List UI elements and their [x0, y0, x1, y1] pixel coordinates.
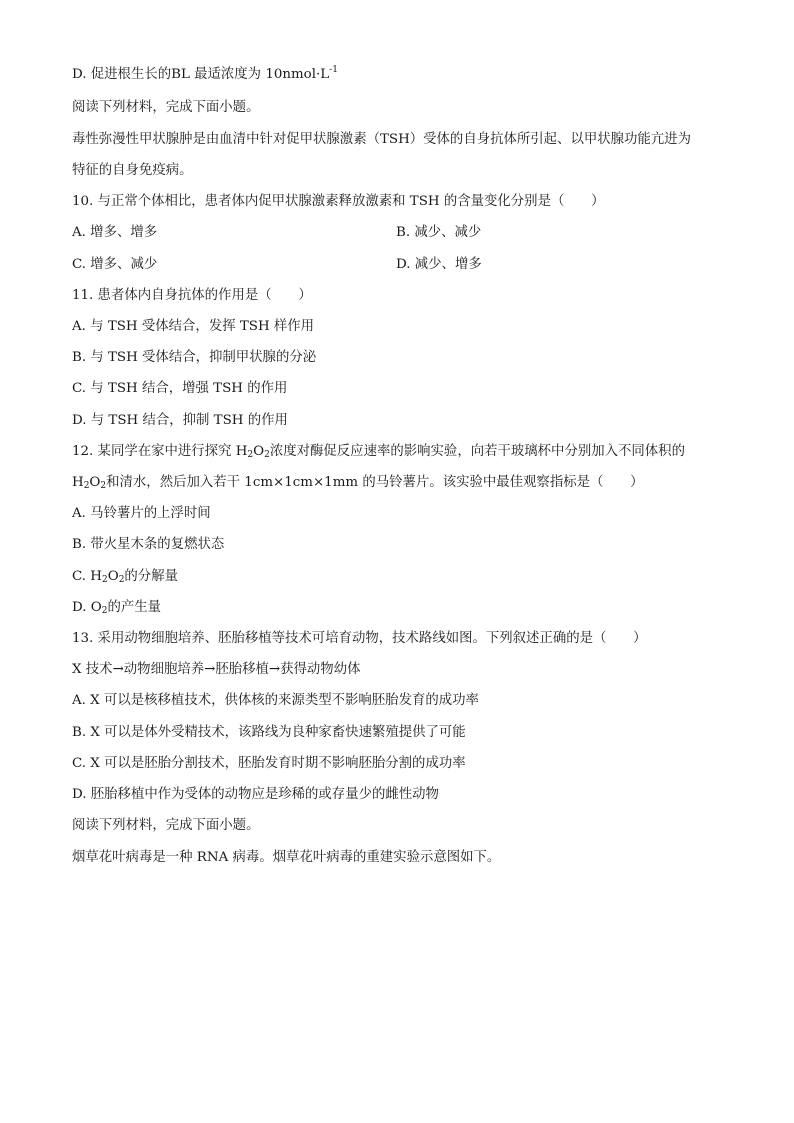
- subscript: 2: [83, 481, 90, 491]
- text: D. 促进根生长的BL 最适浓度为 10nmol·L: [72, 67, 330, 82]
- question-13-stem: 13. 采用动物细胞培养、胚胎移植等技术可培育动物，技术路线如图。下列叙述正确的是（ ）: [72, 631, 647, 646]
- material-1-line-1: 毒性弥漫性甲状腺肿是由血清中针对促甲状腺激素（TSH）受体的自身抗体所引起、以甲状腺功能亢进为: [72, 132, 691, 147]
- question-12-option-b: B. 带火星木条的复燃状态: [72, 537, 225, 552]
- question-13-option-c: C. X 可以是胚胎分割技术，胚胎发育时期不影响胚胎分割的成功率: [72, 756, 466, 771]
- question-11-stem: 11. 患者体内自身抗体的作用是（ ）: [72, 288, 312, 303]
- material-2-line-1: 烟草花叶病毒是一种 RNA 病毒。烟草花叶病毒的重建实验示意图如下。: [72, 850, 501, 865]
- question-13-option-b: B. X 可以是体外受精技术，该路线为良种家畜快速繁殖提供了可能: [72, 725, 466, 740]
- text: 和清水，然后加入若干 1cm×1cm×1mm 的马铃薯片。该实验中最佳观察指标是（ ）: [106, 475, 644, 490]
- reading-instruction-2: 阅读下列材料，完成下面小题。: [72, 818, 260, 833]
- question-13-technology-route: X 技术→动物细胞培养→胚胎移植→获得动物幼体: [72, 662, 361, 677]
- question-10-option-c: C. 增多、减少: [72, 257, 158, 272]
- text: O: [107, 569, 119, 584]
- material-1-line-2: 特征的自身免疫病。: [72, 163, 193, 178]
- question-11-option-c: C. 与 TSH 结合，增强 TSH 的作用: [72, 381, 288, 396]
- reading-instruction-1: 阅读下列材料，完成下面小题。: [72, 100, 260, 115]
- subscript: 2: [247, 450, 254, 460]
- question-10-option-d: D. 减少、增多: [396, 257, 482, 272]
- subscript: 2: [101, 606, 108, 616]
- question-10-option-b: B. 减少、减少: [396, 225, 482, 240]
- q9-option-d: [72, 66, 338, 84]
- text: O: [253, 444, 265, 459]
- question-11-option-b: B. 与 TSH 受体结合，抑制甲状腺的分泌: [72, 350, 317, 365]
- question-12-stem-line-1: [72, 443, 685, 461]
- text: 的产生量: [107, 600, 162, 615]
- question-12-option-d: [72, 599, 161, 617]
- question-13-option-a: A. X 可以是核移植技术，供体核的来源类型不影响胚胎发育的成功率: [72, 693, 479, 708]
- question-12-stem-line-2: [72, 474, 644, 492]
- subscript: 2: [118, 575, 125, 585]
- subscript: 2: [100, 481, 107, 491]
- question-10-stem: 10. 与正常个体相比，患者体内促甲状腺激素释放激素和 TSH 的含量变化分别是（ ）: [72, 194, 605, 209]
- question-10-option-a: A. 增多、增多: [72, 225, 158, 240]
- text: 的分解量: [124, 569, 178, 584]
- superscript: -1: [329, 65, 338, 75]
- question-11-option-d: D. 与 TSH 结合，抑制 TSH 的作用: [72, 413, 288, 428]
- question-11-option-a: A. 与 TSH 受体结合，发挥 TSH 样作用: [72, 319, 315, 334]
- question-13-option-d: D. 胚胎移植中作为受体的动物应是珍稀的或存量少的雌性动物: [72, 787, 439, 802]
- text: H: [72, 475, 84, 490]
- text: 浓度对酶促反应速率的影响实验，向若干玻璃杯中分别加入不同体积的: [269, 444, 685, 459]
- text: 12. 某同学在家中进行探究 H: [72, 444, 248, 459]
- question-12-option-a: A. 马铃薯片的上浮时间: [72, 506, 211, 521]
- text: C. H: [72, 569, 102, 584]
- question-12-option-c: [72, 568, 178, 586]
- text: D. O: [72, 600, 102, 615]
- text: O: [89, 475, 101, 490]
- subscript: 2: [264, 450, 270, 460]
- subscript: 2: [101, 575, 108, 585]
